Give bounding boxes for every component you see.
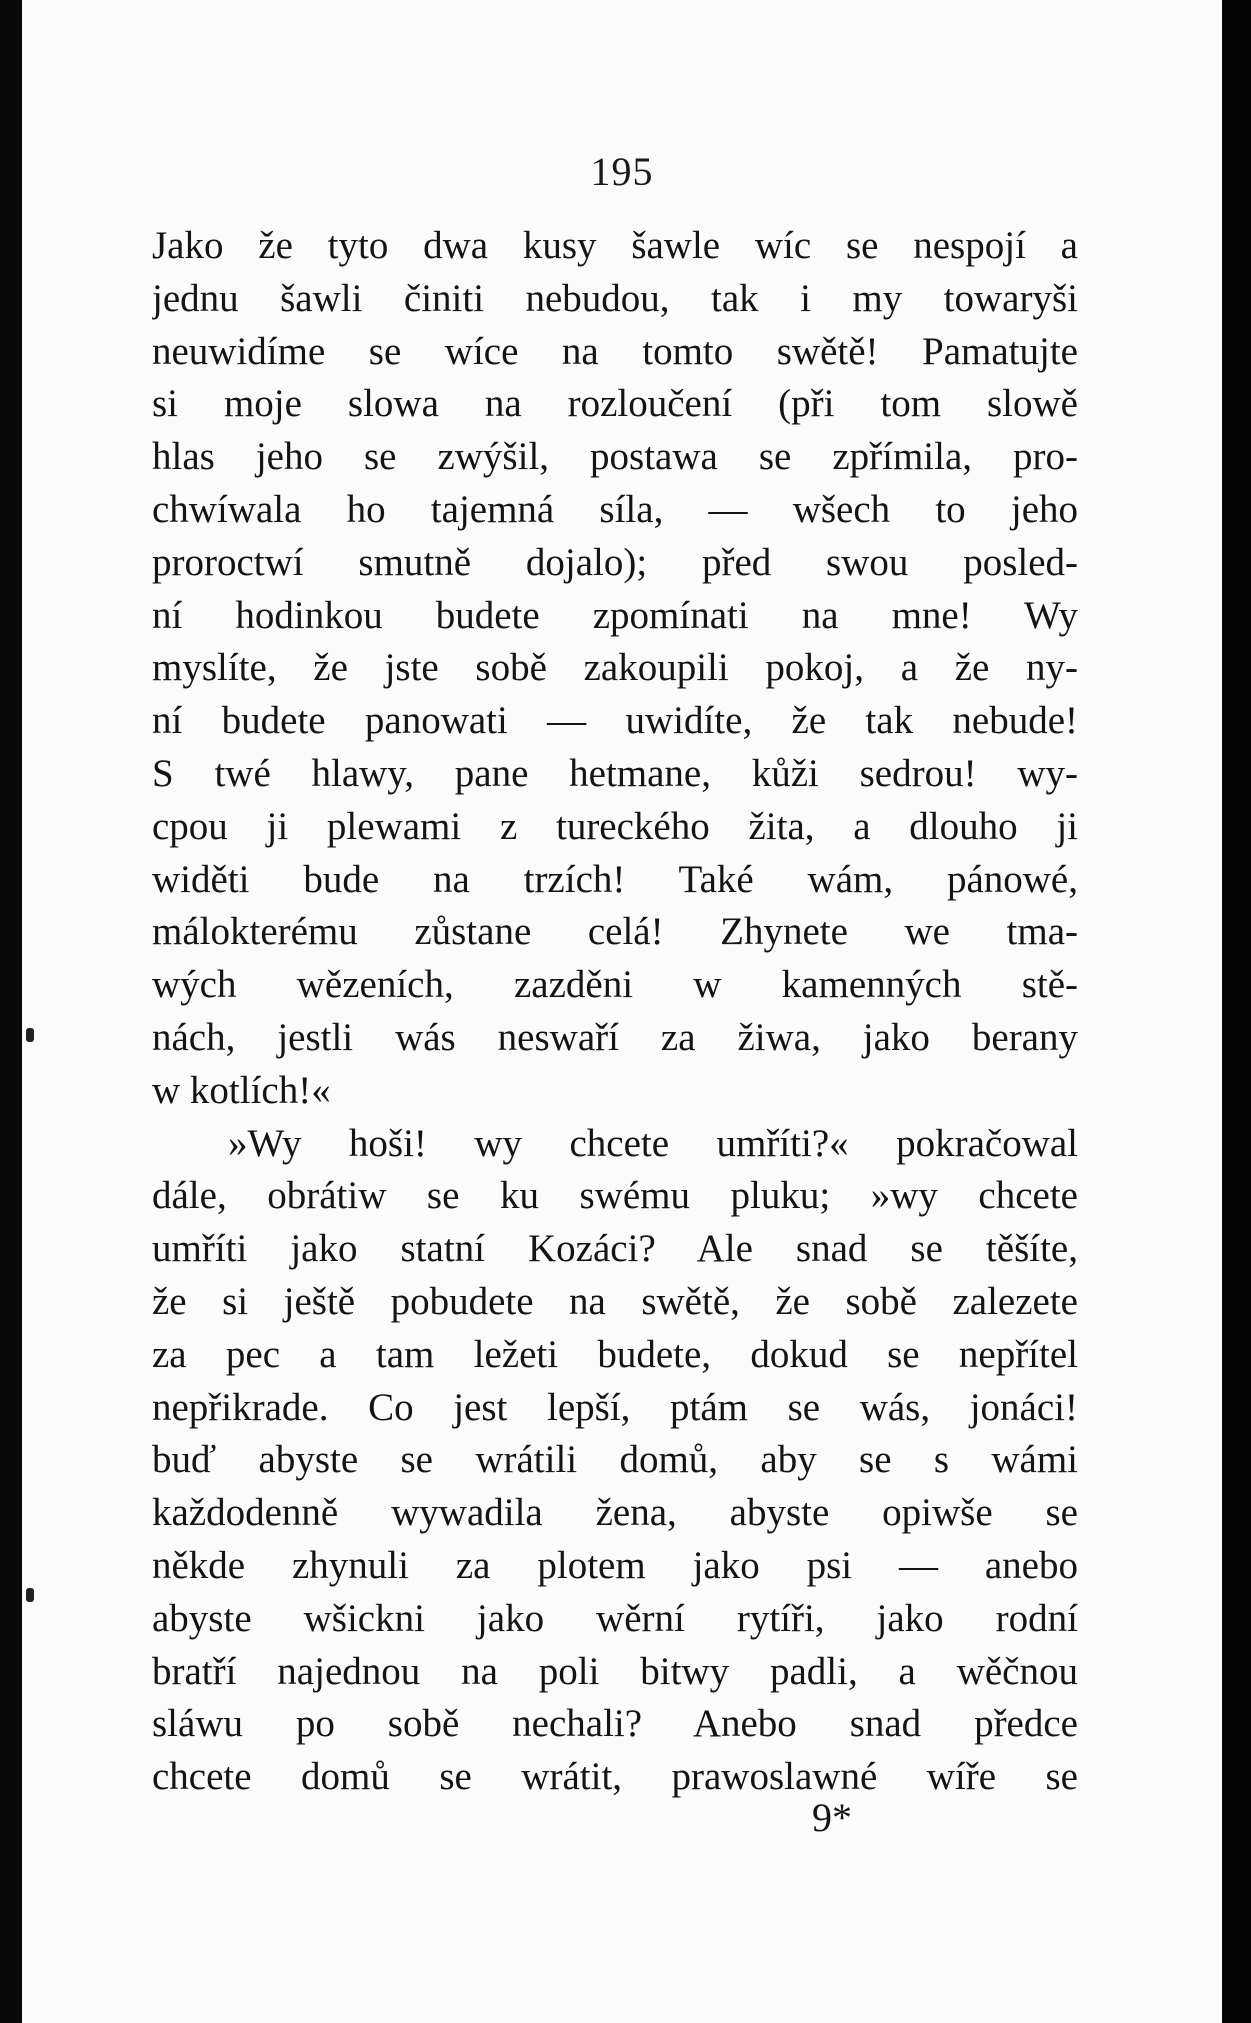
scan-speck bbox=[26, 1028, 34, 1042]
text-line: cpou ji plewami z tureckého žita, a dlouho ji bbox=[152, 804, 1078, 848]
text-line: proroctwí smutně dojalo); před swou posled- bbox=[152, 540, 1078, 584]
text-line: w kotlích!« bbox=[152, 1068, 331, 1112]
body-text bbox=[152, 220, 1078, 1804]
text-line: Jako že tyto dwa kusy šawle wíc se nespojí a bbox=[152, 224, 1078, 267]
text-line: abyste wšickni jako wěrní rytíři, jako rodní bbox=[152, 1596, 1078, 1640]
text-line: neuwidíme se wíce na tomto swětě! Pamatujte bbox=[152, 329, 1078, 373]
text-line: S twé hlawy, pane hetmane, kůži sedrou! wy- bbox=[152, 751, 1078, 795]
text-line: ní hodinkou budete zpomínati na mne! Wy bbox=[152, 593, 1078, 637]
book-page bbox=[22, 0, 1222, 2023]
text-line: bratří najednou na poli bitwy padli, a wěčnou bbox=[152, 1649, 1078, 1693]
text-line: dále, obrátiw se ku swému pluku; »wy chcete bbox=[152, 1174, 1078, 1218]
text-line: za pec a tam ležeti budete, dokud se nepřítel bbox=[152, 1332, 1078, 1376]
text-line: buď abyste se wrátili domů, aby se s wámi bbox=[152, 1438, 1078, 1482]
text-line: chwíwala ho tajemná síla, — wšech to jeho bbox=[152, 487, 1078, 531]
page-number: 195 bbox=[590, 149, 654, 194]
text-line: chcete domů se wrátit, prawoslawné wíře se bbox=[152, 1755, 1078, 1799]
text-line: wých wězeních, zazděni w kamenných stě- bbox=[152, 963, 1078, 1007]
scan-right-edge bbox=[1222, 0, 1251, 2023]
text-line: widěti bude na trzích! Také wám, pánowé, bbox=[152, 857, 1078, 901]
text-line: sláwu po sobě nechali? Anebo snad předce bbox=[152, 1702, 1078, 1746]
text-line: jednu šawli činiti nebudou, tak i my towaryši bbox=[152, 276, 1078, 320]
text-line: hlas jeho se zwýšil, postawa se zpřímila, pro- bbox=[152, 435, 1078, 479]
scan-speck bbox=[26, 1588, 34, 1602]
scan-left-edge bbox=[0, 0, 22, 2023]
text-line: nepřikrade. Co jest lepší, ptám se wás, jonáci! bbox=[152, 1385, 1078, 1429]
signature-mark: 9* bbox=[812, 1795, 852, 1840]
text-line: myslíte, že jste sobě zakoupili pokoj, a že ny- bbox=[152, 646, 1078, 690]
text-line: každodenně wywadila žena, abyste opiwše se bbox=[152, 1491, 1078, 1535]
text-line: ní budete panowati — uwidíte, že tak nebude! bbox=[152, 699, 1078, 743]
text-line: si moje slowa na rozloučení (při tom slowě bbox=[152, 382, 1078, 426]
text-line: nách, jestli wás neswaří za žiwa, jako berany bbox=[152, 1015, 1078, 1059]
text-line: »Wy hoši! wy chcete umříti?« pokračowal bbox=[228, 1121, 1078, 1165]
text-line: umříti jako statní Kozáci? Ale snad se těšíte, bbox=[152, 1227, 1078, 1271]
text-line: že si ještě pobudete na swětě, že sobě zalezete bbox=[152, 1279, 1078, 1323]
text-line: málokterému zůstane celá! Zhynete we tma- bbox=[152, 910, 1078, 954]
text-line: někde zhynuli za plotem jako psi — anebo bbox=[152, 1543, 1078, 1587]
